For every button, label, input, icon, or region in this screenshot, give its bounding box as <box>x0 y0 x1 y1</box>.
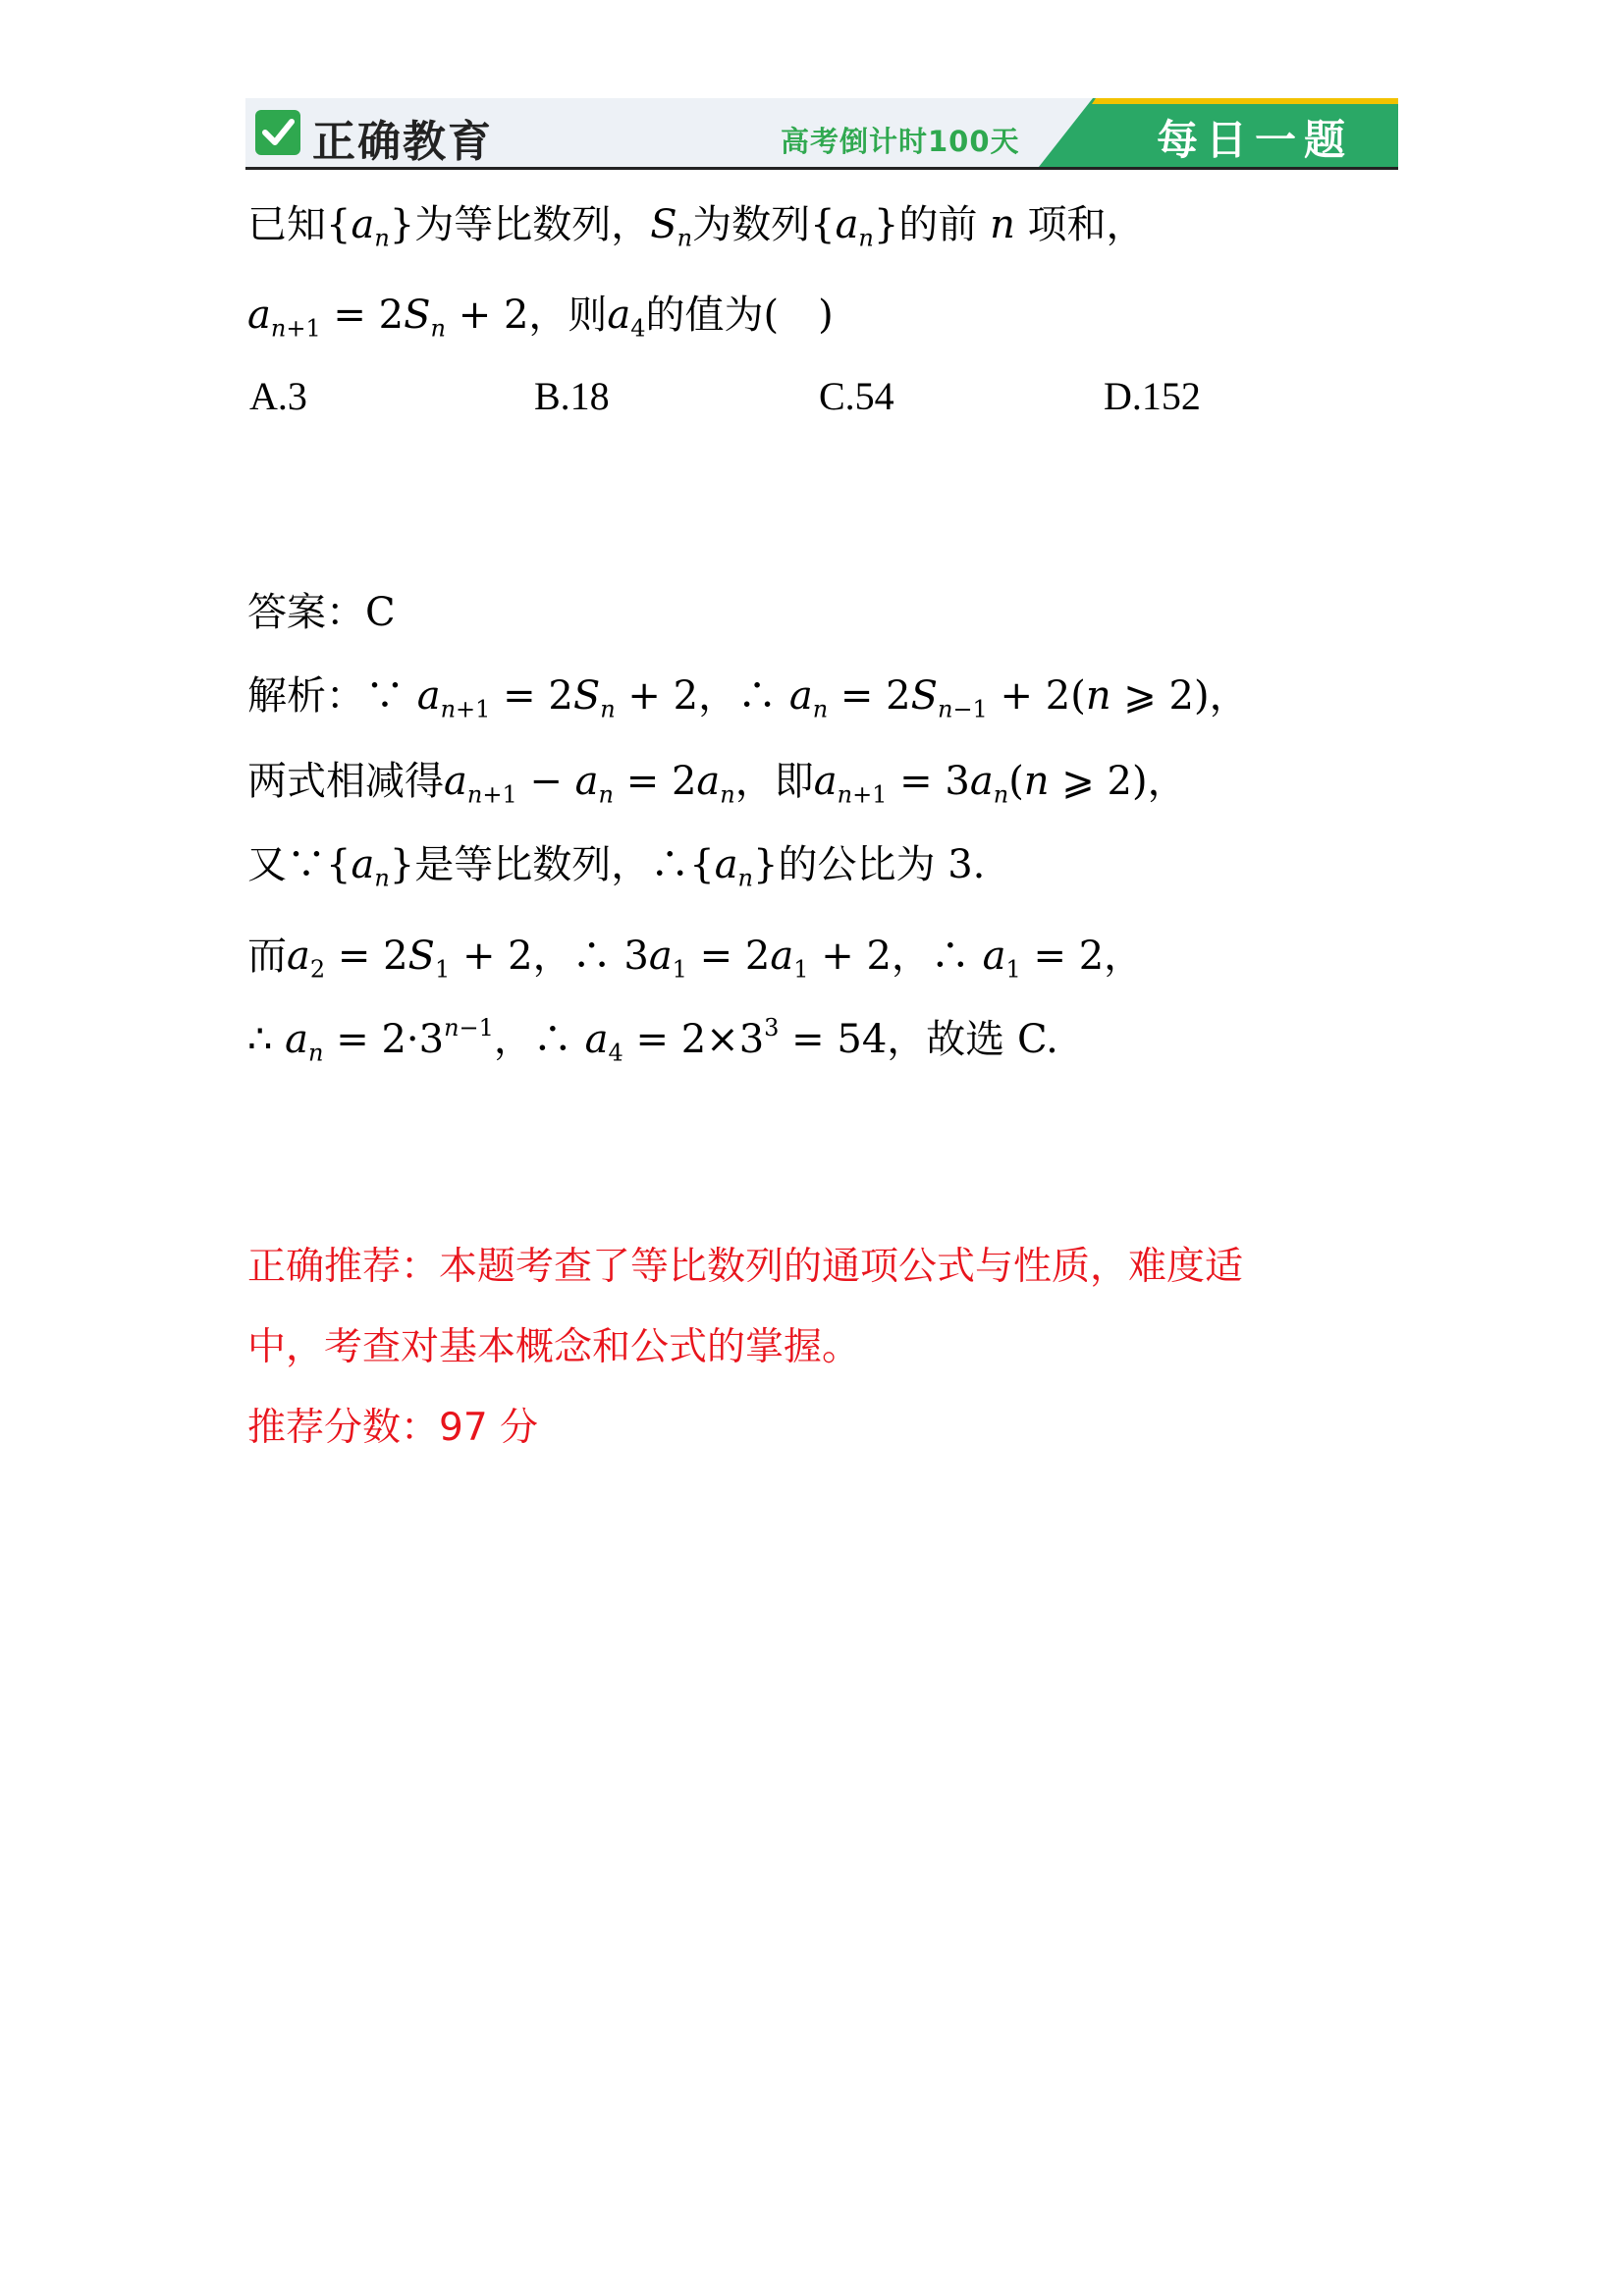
question-line-1: 已知$\{a_n\}$为等比数列，$S_n$为数列$\{a_n\}$的前 n 项和， <box>247 202 1146 252</box>
brand-logo-text: 正确教育 <box>312 117 493 167</box>
option-c[interactable]: C.54 <box>819 374 894 418</box>
analysis-line-1: 解析：∵ $a_{n+1} = 2S_n + 2$，∴ $a_n = 2S_{n-1} + 2(n$ ⩾ 2)， <box>247 673 1249 723</box>
page-header <box>245 98 1398 169</box>
answer-line: 答案：C <box>247 590 396 635</box>
header-underline <box>245 167 1398 170</box>
option-b[interactable]: B.18 <box>534 374 610 418</box>
recommend-line-2: 中，考查对基本概念和公式的掌握。 <box>247 1325 861 1369</box>
question-line-2: $a_{n+1} = 2S_n + 2$，则$a_4$的值为( ) <box>247 293 834 343</box>
recommend-line-1: 正确推荐：本题考查了等比数列的通项公式与性质，难度适 <box>247 1245 1244 1289</box>
daily-question-banner: 每日一题 <box>1157 116 1354 164</box>
analysis-line-3: 又$\because\{a_n\}$是等比数列，$\therefore\{a_n\}$的公比为 3. <box>247 842 986 892</box>
analysis-line-4: 而$a_2 = 2S_1 + 2$，∴ $3a_1 = 2a_1 + 2$，∴ $a_1 = 2$， <box>247 934 1144 984</box>
answer-value: C <box>365 590 396 635</box>
recommend-score: 推荐分数：97 分 <box>247 1406 539 1450</box>
analysis-line-2: 两式相减得$a_{n+1} - a_n = 2a_n$，即$a_{n+1} = 3a_n(n$ ⩾ 2)， <box>247 759 1187 809</box>
countdown-slogan: 高考倒计时100天 <box>781 125 1020 158</box>
option-a[interactable]: A.3 <box>249 374 307 418</box>
checkmark-icon <box>255 110 300 155</box>
analysis-line-5: ∴ $a_n = 2\cdot 3^{n-1}$，∴ $a_4 = 2\times 3^3 = 54$，故选 C. <box>247 1014 1058 1067</box>
option-d[interactable]: D.152 <box>1104 374 1201 418</box>
